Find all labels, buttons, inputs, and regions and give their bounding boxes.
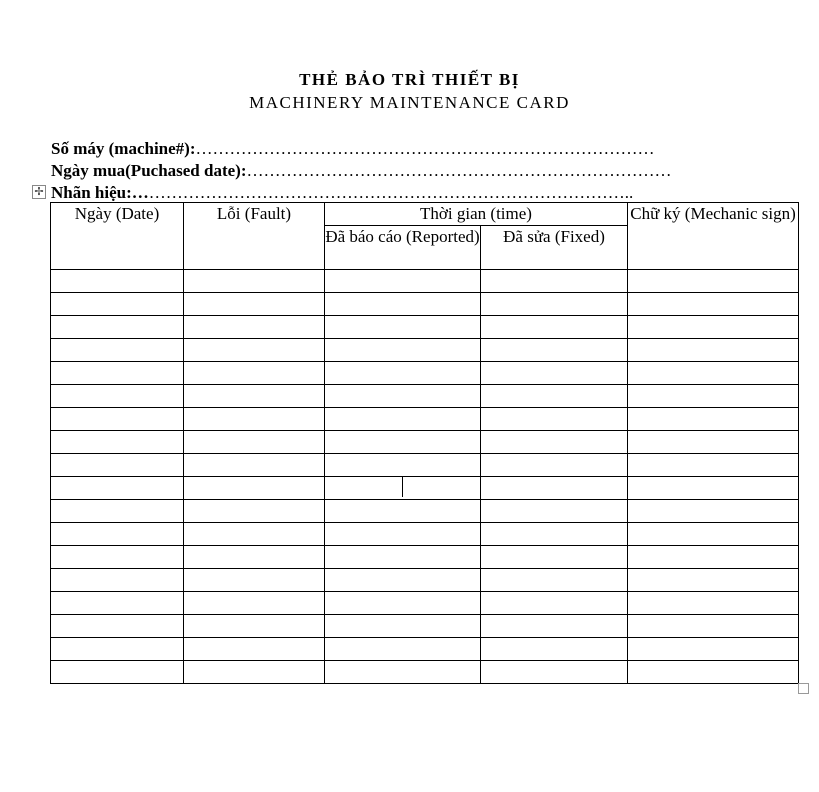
cell-fault[interactable]	[184, 569, 325, 592]
cell-date[interactable]	[51, 293, 184, 316]
cell-fixed[interactable]	[481, 523, 628, 546]
cell-fault[interactable]	[184, 454, 325, 477]
cell-reported[interactable]	[325, 270, 481, 293]
header-mechanic-sign: Chữ ký (Mechanic sign)	[628, 203, 799, 270]
cell-fault[interactable]	[184, 316, 325, 339]
machine-number-label: Số máy (machine#):	[51, 139, 196, 158]
cell-sign[interactable]	[628, 500, 799, 523]
cell-fixed[interactable]	[481, 569, 628, 592]
cell-sign[interactable]	[628, 546, 799, 569]
cell-fixed[interactable]	[481, 638, 628, 661]
table-row	[51, 293, 799, 316]
cell-sign[interactable]	[628, 661, 799, 684]
cell-fixed[interactable]	[481, 615, 628, 638]
cell-sign[interactable]	[628, 339, 799, 362]
purchased-date-field[interactable]	[51, 161, 672, 181]
cell-sign[interactable]	[628, 293, 799, 316]
cell-date[interactable]	[51, 316, 184, 339]
brand-dots: …………………………………………………………………………..	[148, 183, 634, 202]
brand-field[interactable]	[51, 183, 633, 203]
cell-fault[interactable]	[184, 362, 325, 385]
table-body	[51, 270, 799, 684]
cell-fault[interactable]	[184, 661, 325, 684]
table-row	[51, 431, 799, 454]
header-reported: Đã báo cáo (Reported)	[325, 226, 481, 270]
table-row	[51, 523, 799, 546]
cell-fixed[interactable]	[481, 339, 628, 362]
table-row	[51, 362, 799, 385]
table-row	[51, 592, 799, 615]
cell-reported[interactable]	[325, 454, 481, 477]
cell-date[interactable]	[51, 523, 184, 546]
header-date: Ngày (Date)	[51, 203, 184, 270]
cell-sign[interactable]	[628, 270, 799, 293]
machine-number-field[interactable]	[51, 139, 654, 159]
header-time: Thời gian (time)	[325, 203, 628, 226]
cell-date[interactable]	[51, 477, 184, 500]
cell-fault[interactable]	[184, 339, 325, 362]
cell-fixed[interactable]	[481, 316, 628, 339]
cell-reported[interactable]	[325, 523, 481, 546]
cell-reported[interactable]	[325, 615, 481, 638]
cell-sign[interactable]	[628, 523, 799, 546]
cell-date[interactable]	[51, 454, 184, 477]
cell-date[interactable]	[51, 546, 184, 569]
cell-fixed[interactable]	[481, 592, 628, 615]
machine-number-dots: ………………………………………………………………………	[195, 139, 655, 158]
table-row	[51, 638, 799, 661]
cell-reported[interactable]	[325, 431, 481, 454]
cell-fault[interactable]	[184, 431, 325, 454]
table-row	[51, 569, 799, 592]
table-row	[51, 615, 799, 638]
cell-sign[interactable]	[628, 408, 799, 431]
cell-reported[interactable]	[325, 661, 481, 684]
cell-fixed[interactable]	[481, 454, 628, 477]
cell-reported[interactable]	[325, 592, 481, 615]
brand-label: Nhãn hiệu:…	[51, 183, 149, 202]
cell-fixed[interactable]	[481, 362, 628, 385]
cell-fixed[interactable]	[481, 477, 628, 500]
table-row	[51, 546, 799, 569]
cell-reported[interactable]	[325, 362, 481, 385]
cell-reported[interactable]	[325, 408, 481, 431]
cell-date[interactable]	[51, 339, 184, 362]
cell-date[interactable]	[51, 592, 184, 615]
cell-fixed[interactable]	[481, 500, 628, 523]
cell-date[interactable]	[51, 500, 184, 523]
cell-fixed[interactable]	[481, 293, 628, 316]
cell-fixed[interactable]	[481, 546, 628, 569]
cell-fault[interactable]	[184, 293, 325, 316]
cell-date[interactable]	[51, 270, 184, 293]
cell-sign[interactable]	[628, 477, 799, 500]
table-row	[51, 454, 799, 477]
cell-fault[interactable]	[184, 592, 325, 615]
cell-reported[interactable]	[325, 316, 481, 339]
table-row	[51, 270, 799, 293]
table-row	[51, 661, 799, 684]
cell-sign[interactable]	[628, 592, 799, 615]
cell-reported[interactable]	[325, 385, 481, 408]
cell-reported[interactable]	[325, 546, 481, 569]
card-title: THẺ BẢO TRÌ THIẾT BỊ	[299, 70, 520, 89]
table-resize-handle-icon[interactable]	[798, 683, 809, 694]
cell-sign[interactable]	[628, 615, 799, 638]
cell-date[interactable]	[51, 408, 184, 431]
cell-reported[interactable]	[325, 293, 481, 316]
header-fixed: Đã sửa (Fixed)	[481, 226, 628, 270]
maintenance-table	[50, 202, 799, 684]
header-fault: Lỗi (Fault)	[184, 203, 325, 270]
table-move-handle-icon[interactable]: ✢	[32, 185, 46, 199]
cell-date[interactable]	[51, 431, 184, 454]
cell-fixed[interactable]	[481, 408, 628, 431]
cell-fixed[interactable]	[481, 661, 628, 684]
table-row	[51, 477, 799, 500]
cell-date[interactable]	[51, 638, 184, 661]
cell-reported[interactable]	[325, 638, 481, 661]
table-row	[51, 500, 799, 523]
cell-reported[interactable]	[325, 569, 481, 592]
cell-sign[interactable]	[628, 638, 799, 661]
card-subtitle: MACHINERY MAINTENANCE CARD	[249, 93, 570, 112]
cell-fault[interactable]	[184, 523, 325, 546]
cell-fixed[interactable]	[481, 270, 628, 293]
cell-reported[interactable]	[325, 339, 481, 362]
cell-fault[interactable]	[184, 408, 325, 431]
cell-fault[interactable]	[184, 500, 325, 523]
cell-fault[interactable]	[184, 477, 325, 500]
cell-fault[interactable]	[184, 615, 325, 638]
table-row	[51, 408, 799, 431]
cell-sign[interactable]	[628, 362, 799, 385]
cell-fault[interactable]	[184, 270, 325, 293]
purchased-date-label: Ngày mua(Puchased date):	[51, 161, 247, 180]
cell-fault[interactable]	[184, 638, 325, 661]
cell-fault[interactable]	[184, 385, 325, 408]
cell-date[interactable]	[51, 661, 184, 684]
purchased-date-dots: …………………………………………………………………	[246, 161, 672, 180]
cell-sign[interactable]	[628, 569, 799, 592]
cell-sign[interactable]	[628, 316, 799, 339]
text-cursor	[402, 477, 403, 497]
cell-reported[interactable]	[325, 500, 481, 523]
cell-date[interactable]	[51, 569, 184, 592]
cell-fixed[interactable]	[481, 431, 628, 454]
cell-sign[interactable]	[628, 431, 799, 454]
cell-sign[interactable]	[628, 385, 799, 408]
table-row	[51, 385, 799, 408]
cell-date[interactable]	[51, 615, 184, 638]
cell-date[interactable]	[51, 362, 184, 385]
table-row	[51, 316, 799, 339]
cell-fault[interactable]	[184, 546, 325, 569]
cell-fixed[interactable]	[481, 385, 628, 408]
cell-sign[interactable]	[628, 454, 799, 477]
table-row	[51, 339, 799, 362]
cell-date[interactable]	[51, 385, 184, 408]
